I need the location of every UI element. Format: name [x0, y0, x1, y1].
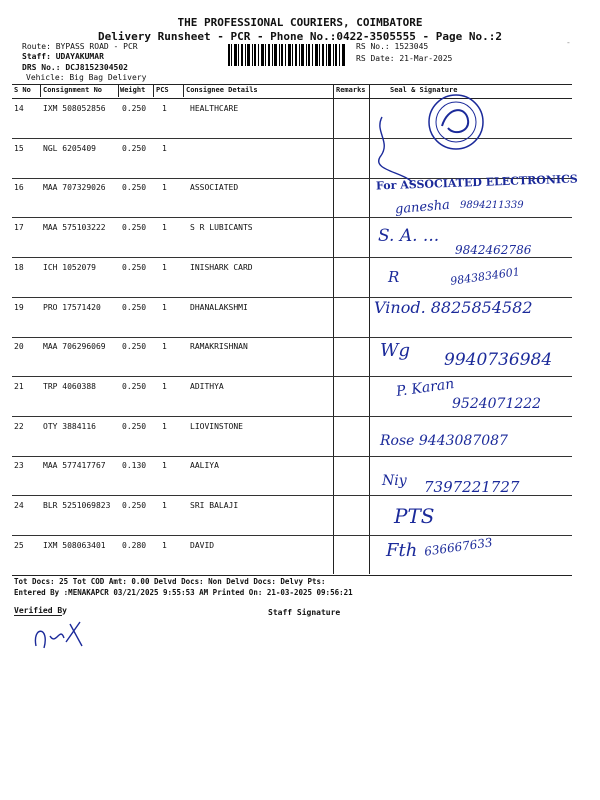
col-weight: Weight [120, 86, 146, 94]
cell-pcs: 1 [162, 302, 167, 312]
rs-date: RS Date: 21-Mar-2025 [356, 54, 453, 63]
handwritten-phone-9: 636667633 [423, 535, 494, 559]
signature-scribble [372, 112, 432, 187]
cell-cno: TRP 4060388 [43, 381, 96, 391]
handwritten-phone-3: 9843834601 [449, 265, 521, 288]
cell-consignee: SRI BALAJI [190, 501, 239, 510]
cell-pcs: 1 [162, 143, 167, 153]
cell-pcs: 1 [162, 501, 167, 510]
drs-label: DRS No.: DCJ8152304502 [22, 63, 128, 72]
cell-pcs: 1 [162, 342, 167, 352]
cell-cno: OTY 3884116 [43, 421, 96, 431]
cell-sno: 17 [14, 223, 24, 233]
col-consignment: Consignment No [43, 86, 103, 94]
handwritten-phone-8: 7397221727 [424, 478, 520, 496]
footer-entered: Entered By :MENAKAPCR 03/21/2025 9:55:53 AM Printed On: 21-03-2025 09:56:21 [14, 588, 353, 597]
runsheet-title: Delivery Runsheet - PCR - Phone No.:0422-3505555 - Page No.:2 [98, 30, 502, 43]
cell-pcs: 1 [162, 262, 167, 272]
barcode [228, 44, 346, 66]
footer-totals: Tot Docs: 25 Tot COD Amt: 0.00 Delvd Docs: Non Delvd Docs: Delvy Pts: [14, 577, 326, 586]
cell-cno: PRO 17571420 [43, 302, 101, 312]
col-signature: Seal & Signature [390, 86, 458, 94]
cell-pcs: 1 [162, 381, 167, 391]
handwritten-signature-2: P. Karan [395, 376, 456, 400]
cell-sno: 18 [14, 262, 24, 272]
col-sno: S No [14, 86, 31, 94]
cell-consignee: DHANALAKSHMI [190, 302, 248, 312]
handwritten-initials-5: PTS [394, 504, 435, 528]
handwritten-initials-3: Wg [380, 340, 411, 361]
cell-weight: 0.250 [122, 183, 147, 193]
cell-sno: 16 [14, 183, 24, 193]
cell-consignee: ASSOCIATED [190, 183, 239, 193]
table-row [12, 138, 572, 179]
cell-weight: 0.250 [122, 262, 147, 272]
cell-cno: MAA 577417767 [43, 461, 106, 471]
cell-cno: IXM 508063401 [43, 540, 106, 550]
handwritten-phone-6: 9524071222 [452, 396, 542, 412]
verified-by: Verified By [14, 606, 67, 615]
cell-cno: IXM 508052856 [43, 104, 106, 113]
cell-sno: 24 [14, 501, 24, 510]
vehicle-label: Vehicle: Big Bag Delivery [26, 73, 147, 82]
cell-weight: 0.250 [122, 223, 147, 233]
staff-label: Staff: UDAYAKUMAR [22, 52, 104, 61]
cell-pcs: 1 [162, 183, 167, 193]
cell-weight: 0.250 [122, 381, 147, 391]
cell-pcs: 1 [162, 461, 167, 471]
cell-pcs: 1 [162, 104, 167, 113]
table-row [12, 98, 572, 139]
cell-sno: 15 [14, 143, 24, 153]
cell-cno: MAA 706296069 [43, 342, 106, 352]
handwritten-phone-1: 9894211339 [460, 200, 524, 211]
cell-weight: 0.250 [122, 143, 147, 153]
col-pcs: PCS [156, 86, 169, 94]
cell-consignee: AALIYA [190, 461, 219, 471]
handwritten-signature-3: Fth [386, 540, 418, 561]
cell-cno: BLR 5251069823 [43, 501, 111, 510]
cell-sno: 14 [14, 104, 24, 113]
cell-sno: 22 [14, 421, 24, 431]
handwritten-initials-4: Niy [382, 473, 407, 489]
cell-cno: ICH 1052079 [43, 262, 96, 272]
verifier-signature [30, 616, 90, 656]
handwritten-signature-1: ganesha [394, 197, 451, 218]
handwritten-phone-2: 9842462786 [455, 243, 532, 257]
cell-sno: 19 [14, 302, 24, 312]
cell-consignee: HEALTHCARE [190, 104, 239, 113]
cell-sno: 20 [14, 342, 24, 352]
footer-divider [12, 575, 572, 576]
handwritten-initials-1: S. A. ... [378, 226, 440, 246]
col-consignee: Consignee Details [186, 86, 258, 94]
col-remarks: Remarks [336, 86, 366, 94]
handwritten-phone-5: 9940736984 [444, 350, 553, 370]
table-row [12, 495, 572, 536]
cell-sno: 21 [14, 381, 24, 391]
cell-weight: 0.250 [122, 421, 147, 431]
cell-consignee: S R LUBICANTS [190, 223, 253, 233]
company-name: THE PROFESSIONAL COURIERS, COIMBATORE [177, 16, 423, 29]
cell-pcs: 1 [162, 421, 167, 431]
route-label: Route: BYPASS ROAD - PCR [22, 42, 138, 51]
staff-signature: Staff Signature [268, 608, 341, 617]
cell-consignee: DAVID [190, 540, 215, 550]
cell-weight: 0.250 [122, 302, 147, 312]
cell-consignee: INISHARK CARD [190, 262, 253, 272]
cell-pcs: 1 [162, 540, 167, 550]
company-seal [426, 92, 486, 152]
handwritten-phone-7: Rose 9443087087 [380, 433, 508, 449]
cell-consignee: ADITHYA [190, 381, 224, 391]
cell-consignee: LIOVINSTONE [190, 421, 243, 431]
cell-consignee: RAMAKRISHNAN [190, 342, 248, 352]
cell-weight: 0.130 [122, 461, 147, 471]
cell-weight: 0.250 [122, 104, 147, 113]
cell-sno: 23 [14, 461, 24, 471]
rs-number: RS No.: 1523045 [356, 42, 429, 51]
cell-pcs: 1 [162, 223, 167, 233]
cell-sno: 25 [14, 540, 24, 550]
cell-weight: 0.250 [122, 342, 147, 352]
handwritten-stamp: For ASSOCIATED ELECTRONICS [375, 172, 578, 193]
handwritten-phone-4: Vinod. 8825854582 [374, 298, 533, 317]
margin-mark: - [566, 38, 571, 47]
cell-cno: NGL 6205409 [43, 143, 96, 153]
cell-weight: 0.280 [122, 540, 147, 550]
handwritten-initials-2: R [388, 268, 400, 286]
cell-cno: MAA 575103222 [43, 223, 106, 233]
cell-cno: MAA 707329026 [43, 183, 106, 193]
cell-weight: 0.250 [122, 501, 147, 510]
